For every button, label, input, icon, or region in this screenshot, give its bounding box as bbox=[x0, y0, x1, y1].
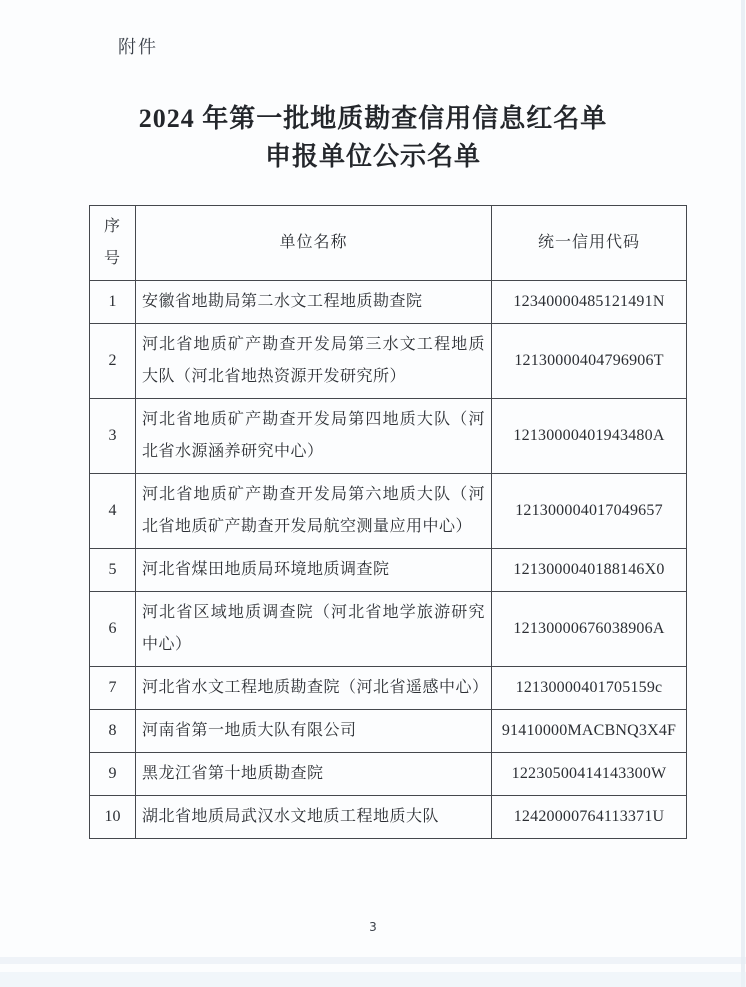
credit-code-cell: 12130000676038906A bbox=[492, 592, 687, 667]
credit-code-cell: 12130000401943480A bbox=[492, 399, 687, 474]
credit-code-cell: 91410000MACBNQ3X4F bbox=[492, 710, 687, 753]
table-row bbox=[90, 399, 687, 474]
row-index-cell: 2 bbox=[90, 324, 136, 399]
unit-name-cell: 安徽省地勘局第二水文工程地质勘查院 bbox=[136, 281, 492, 324]
scan-artifact-bottom-band bbox=[0, 957, 746, 964]
credit-code-cell: 1213000040188146X0 bbox=[492, 549, 687, 592]
table-row bbox=[90, 710, 687, 753]
credit-code-cell: 12340000485121491N bbox=[492, 281, 687, 324]
header-credit-code: 统一信用代码 bbox=[492, 206, 687, 281]
title-line-1: 2024 年第一批地质勘查信用信息红名单 bbox=[138, 104, 608, 133]
credit-code-cell: 12130000401705159c bbox=[492, 667, 687, 710]
header-unit-name: 单位名称 bbox=[136, 206, 492, 281]
unit-name-cell: 黑龙江省第十地质勘查院 bbox=[136, 753, 492, 796]
unit-name-cell: 河北省区域地质调查院（河北省地学旅游研究中心） bbox=[136, 592, 492, 667]
credit-code-cell: 12130000404796906T bbox=[492, 324, 687, 399]
red-list-table bbox=[89, 205, 687, 839]
table-header-row bbox=[90, 206, 687, 281]
table-row bbox=[90, 324, 687, 399]
table-row bbox=[90, 753, 687, 796]
scan-artifact-bottom-band-2 bbox=[0, 972, 746, 987]
page-number: 3 bbox=[369, 920, 377, 934]
unit-name-cell: 河南省第一地质大队有限公司 bbox=[136, 710, 492, 753]
row-index-cell: 3 bbox=[90, 399, 136, 474]
row-index-cell: 6 bbox=[90, 592, 136, 667]
unit-name-cell: 河北省煤田地质局环境地质调查院 bbox=[136, 549, 492, 592]
credit-code-cell: 12420000764113371U bbox=[492, 796, 687, 839]
table-row bbox=[90, 592, 687, 667]
unit-name-cell: 河北省水文工程地质勘查院（河北省遥感中心） bbox=[136, 667, 492, 710]
table-row bbox=[90, 796, 687, 839]
table-body bbox=[90, 281, 687, 839]
credit-code-cell: 121300004017049657 bbox=[492, 474, 687, 549]
table-header bbox=[90, 206, 687, 281]
credit-code-cell: 12230500414143300W bbox=[492, 753, 687, 796]
row-index-cell: 9 bbox=[90, 753, 136, 796]
document-title bbox=[0, 100, 746, 176]
table-row bbox=[90, 667, 687, 710]
header-index: 序号 bbox=[90, 206, 136, 281]
unit-name-cell: 河北省地质矿产勘查开发局第四地质大队（河北省水源涵养研究中心） bbox=[136, 399, 492, 474]
attachment-label: 附件 bbox=[118, 37, 158, 57]
row-index-cell: 4 bbox=[90, 474, 136, 549]
unit-name-cell: 河北省地质矿产勘查开发局第六地质大队（河北省地质矿产勘查开发局航空测量应用中心） bbox=[136, 474, 492, 549]
table-row bbox=[90, 474, 687, 549]
row-index-cell: 7 bbox=[90, 667, 136, 710]
title-line-2: 申报单位公示名单 bbox=[264, 142, 481, 171]
table-row bbox=[90, 281, 687, 324]
row-index-cell: 1 bbox=[90, 281, 136, 324]
row-index-cell: 5 bbox=[90, 549, 136, 592]
unit-name-cell: 湖北省地质局武汉水文地质工程地质大队 bbox=[136, 796, 492, 839]
row-index-cell: 10 bbox=[90, 796, 136, 839]
row-index-cell: 8 bbox=[90, 710, 136, 753]
unit-name-cell: 河北省地质矿产勘查开发局第三水文工程地质大队（河北省地热资源开发研究所） bbox=[136, 324, 492, 399]
table-row bbox=[90, 549, 687, 592]
